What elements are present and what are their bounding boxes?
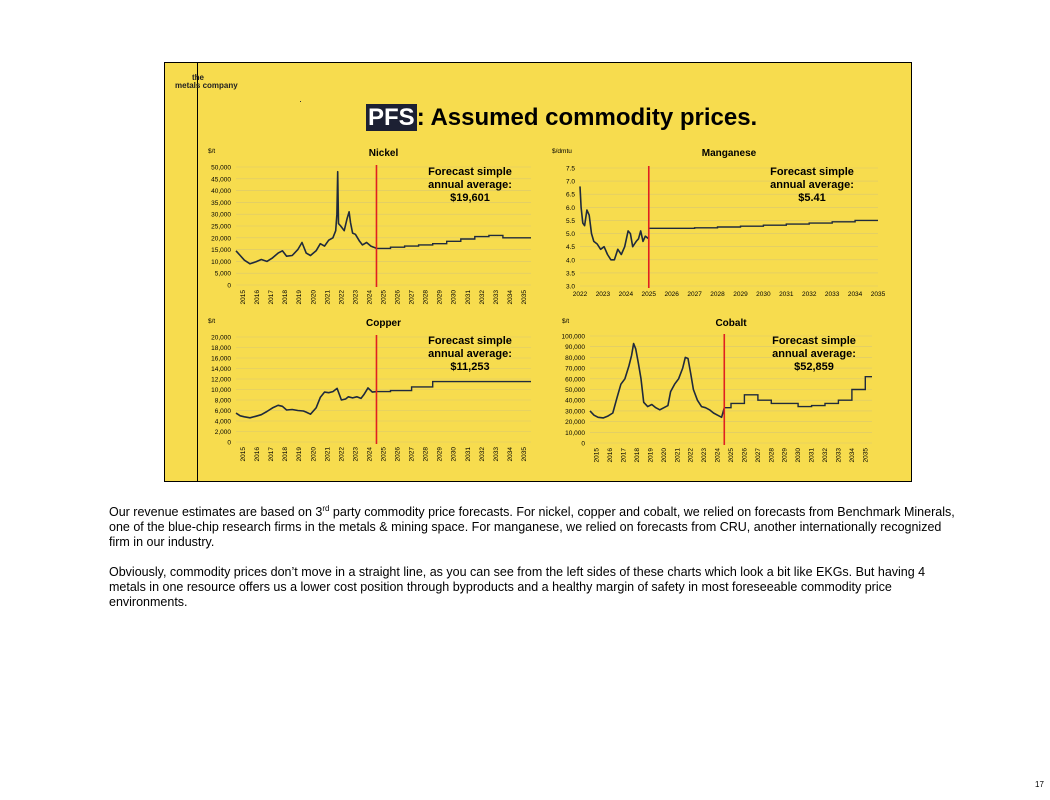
copper-forecast-annotation [412, 335, 528, 374]
decorative-dot [300, 101, 301, 102]
x-tick-label: 2031 [464, 290, 472, 305]
x-tick-label: 2019 [296, 290, 304, 305]
x-tick-label: 2022 [572, 291, 588, 298]
x-tick-label: 2018 [282, 290, 290, 305]
y-tick-label: 0 [581, 440, 585, 448]
x-tick-label: 2025 [380, 447, 388, 462]
y-tick-label: 4,000 [214, 418, 231, 426]
y-tick-label: 6.0 [565, 204, 575, 212]
company-logo [175, 74, 238, 90]
annotation-value: $52,859 [794, 361, 834, 373]
annotation-line: Forecast simple [428, 335, 512, 347]
y-tick-label: 20,000 [565, 419, 585, 427]
y-tick-label: 3.5 [565, 270, 575, 278]
nickel-forecast-annotation [412, 166, 528, 205]
y-tick-label: 14,000 [211, 366, 231, 373]
x-tick-label: 2022 [338, 290, 346, 305]
x-tick-label: 2019 [647, 448, 655, 463]
y-tick-label: 30,000 [211, 211, 231, 219]
x-tick-label: 2024 [366, 447, 374, 462]
x-tick-label: 2024 [366, 290, 374, 305]
x-tick-label: 2026 [394, 447, 402, 462]
x-tick-label: 2030 [795, 448, 803, 463]
nickel-forecast-series [377, 235, 532, 248]
x-tick-label: 2025 [380, 290, 388, 305]
annotation-value: $11,253 [450, 361, 490, 373]
nickel-chart-title: Nickel [368, 148, 399, 159]
notes-text: party commodity price forecasts. For nickel, copper and cobalt, we relied on forecasts from Benchmark Minerals, one of the blue-chip research firms in the metals & mining space. For manganese, we relied on forecasts from CRU, another internationally recognized firm in our industry. [109, 505, 955, 550]
x-tick-label: 2025 [641, 291, 657, 298]
x-tick-label: 2034 [506, 447, 514, 462]
x-tick-label: 2023 [595, 291, 611, 298]
y-tick-label: 6.5 [565, 191, 575, 199]
x-tick-label: 2034 [506, 290, 514, 305]
x-tick-label: 2015 [240, 447, 248, 462]
x-tick-label: 2015 [593, 448, 601, 463]
nickel-unit-label: $/t [208, 148, 216, 155]
y-tick-label: 40,000 [211, 188, 231, 196]
cobalt-unit-label: $/t [562, 318, 570, 325]
x-tick-label: 2026 [741, 448, 749, 463]
y-tick-label: 3.0 [565, 283, 575, 291]
x-tick-label: 2035 [862, 448, 870, 463]
annotation-line: annual average: [428, 348, 512, 360]
x-tick-label: 2033 [492, 290, 500, 305]
x-tick-label: 2034 [847, 291, 863, 298]
x-tick-label: 2030 [450, 290, 458, 305]
cobalt-forecast-series [724, 377, 872, 408]
y-tick-label: 40,000 [565, 397, 585, 405]
y-tick-label: 2,000 [214, 429, 231, 436]
manganese-chart-title: Manganese [701, 148, 757, 159]
y-tick-label: 4.5 [565, 244, 575, 252]
x-tick-label: 2035 [520, 447, 528, 462]
x-tick-label: 2028 [422, 447, 430, 462]
annotation-line: annual average: [428, 179, 512, 191]
x-tick-label: 2016 [254, 290, 262, 305]
notes-paragraph-1 [109, 501, 959, 550]
x-tick-label: 2022 [338, 447, 346, 462]
x-tick-label: 2031 [808, 448, 816, 463]
y-tick-label: 7.0 [565, 178, 575, 186]
annotation-line: Forecast simple [428, 166, 512, 178]
y-tick-label: 80,000 [565, 354, 585, 362]
y-tick-label: 20,000 [211, 334, 231, 342]
y-tick-label: 50,000 [565, 387, 585, 394]
y-tick-label: 0 [227, 439, 231, 447]
y-tick-label: 25,000 [211, 223, 231, 231]
x-tick-label: 2031 [464, 447, 472, 462]
x-tick-label: 2020 [310, 447, 318, 462]
y-tick-label: 50,000 [211, 164, 231, 172]
x-tick-label: 2015 [240, 290, 248, 305]
logo-line-2: metals company [175, 81, 238, 90]
x-tick-label: 2035 [870, 291, 886, 298]
x-tick-label: 2027 [754, 448, 762, 463]
x-tick-label: 2017 [268, 447, 276, 462]
x-tick-label: 2030 [756, 291, 771, 298]
manganese-forecast-series [649, 220, 878, 228]
y-tick-label: 5.0 [565, 231, 575, 239]
x-tick-label: 2018 [634, 448, 641, 463]
x-tick-label: 2027 [408, 447, 416, 462]
notes-superscript: rd [322, 504, 330, 513]
copper-historical-series [236, 388, 377, 418]
y-tick-label: 70,000 [565, 365, 585, 373]
y-tick-label: 8,000 [214, 397, 231, 405]
y-tick-label: 35,000 [211, 199, 231, 207]
cobalt-forecast-annotation [756, 335, 872, 374]
x-tick-label: 2032 [801, 291, 817, 298]
x-tick-label: 2028 [710, 291, 725, 298]
x-tick-label: 2023 [352, 447, 360, 462]
x-tick-label: 2020 [310, 290, 318, 305]
y-tick-label: 0 [227, 282, 231, 290]
x-tick-label: 2019 [296, 447, 304, 462]
y-tick-label: 90,000 [565, 344, 585, 352]
annotation-line: Forecast simple [770, 166, 854, 178]
y-tick-label: 18,000 [211, 345, 231, 352]
manganese-historical-series [580, 186, 649, 259]
y-tick-label: 10,000 [211, 387, 231, 394]
x-tick-label: 2028 [422, 290, 430, 305]
y-tick-label: 10,000 [565, 429, 585, 437]
y-tick-label: 12,000 [211, 376, 231, 384]
x-tick-label: 2029 [781, 448, 789, 463]
speaker-notes [109, 501, 959, 625]
x-tick-label: 2021 [324, 290, 332, 305]
x-tick-label: 2031 [779, 291, 794, 298]
page-number: 17 [1035, 780, 1044, 789]
y-tick-label: 16,000 [211, 355, 231, 363]
copper-forecast-series [377, 382, 532, 392]
y-tick-label: 30,000 [565, 408, 585, 416]
x-tick-label: 2017 [268, 290, 276, 305]
x-tick-label: 2035 [520, 290, 528, 305]
x-tick-label: 2028 [768, 448, 776, 463]
y-tick-label: 5.5 [565, 217, 575, 225]
x-tick-label: 2020 [660, 448, 668, 463]
logo-line-1: the [192, 73, 204, 82]
x-tick-label: 2018 [282, 447, 290, 462]
x-tick-label: 2032 [478, 290, 486, 305]
copper-chart-title: Copper [366, 318, 401, 329]
x-tick-label: 2029 [436, 290, 444, 305]
y-tick-label: 7.5 [565, 165, 575, 173]
x-tick-label: 2027 [687, 291, 702, 298]
x-tick-label: 2032 [822, 448, 829, 463]
y-tick-label: 100,000 [561, 333, 585, 341]
y-tick-label: 45,000 [211, 176, 231, 184]
y-tick-label: 6,000 [214, 408, 231, 415]
x-tick-label: 2033 [824, 291, 840, 298]
x-tick-label: 2017 [620, 448, 628, 463]
x-tick-label: 2021 [674, 448, 682, 463]
y-tick-label: 60,000 [565, 376, 585, 384]
annotation-line: annual average: [772, 348, 856, 360]
x-tick-label: 2032 [478, 447, 486, 462]
title-text: : Assumed commodity prices. [416, 104, 758, 131]
manganese-unit-label: $/dmtu [552, 148, 572, 155]
y-tick-label: 4.0 [565, 257, 575, 265]
x-tick-label: 2030 [450, 447, 458, 462]
slide-title [366, 104, 757, 132]
y-tick-label: 10,000 [211, 258, 231, 266]
x-tick-label: 2029 [436, 447, 444, 462]
x-tick-label: 2016 [254, 447, 262, 462]
y-tick-label: 15,000 [211, 247, 231, 255]
annotation-line: Forecast simple [772, 335, 856, 347]
x-tick-label: 2026 [394, 290, 402, 305]
x-tick-label: 2023 [701, 448, 709, 463]
title-tag: PFS [368, 104, 415, 131]
x-tick-label: 2025 [728, 448, 735, 463]
x-tick-label: 2033 [492, 447, 500, 462]
x-tick-label: 2024 [714, 448, 722, 463]
x-tick-label: 2024 [618, 291, 634, 298]
x-tick-label: 2034 [848, 448, 856, 463]
annotation-value: $5.41 [798, 192, 826, 204]
copper-unit-label: $/t [208, 318, 216, 325]
notes-text: Our revenue estimates are based on 3 [109, 505, 323, 520]
x-tick-label: 2023 [352, 290, 360, 305]
x-tick-label: 2026 [664, 291, 679, 298]
x-tick-label: 2021 [324, 447, 332, 462]
x-tick-label: 2029 [733, 291, 748, 298]
x-tick-label: 2027 [408, 290, 416, 305]
x-tick-label: 2016 [607, 448, 615, 463]
cobalt-chart-title: Cobalt [715, 318, 747, 329]
annotation-value: $19,601 [450, 192, 490, 204]
cobalt-historical-series [590, 344, 724, 418]
y-tick-label: 20,000 [211, 235, 231, 243]
x-tick-label: 2022 [687, 448, 695, 463]
nickel-historical-series [236, 172, 377, 264]
x-tick-label: 2033 [835, 448, 843, 463]
manganese-forecast-annotation [752, 166, 872, 205]
annotation-line: annual average: [770, 179, 854, 191]
notes-paragraph-2: Obviously, commodity prices don’t move in a straight line, as you can see from the left sides of these charts which look a bit like EKGs. But having 4 metals in one resource offers us a lower cost position through byproducts and a healthy margin of safety in most foreseeable commodity price environments. [109, 565, 926, 610]
y-tick-label: 5,000 [214, 270, 231, 278]
